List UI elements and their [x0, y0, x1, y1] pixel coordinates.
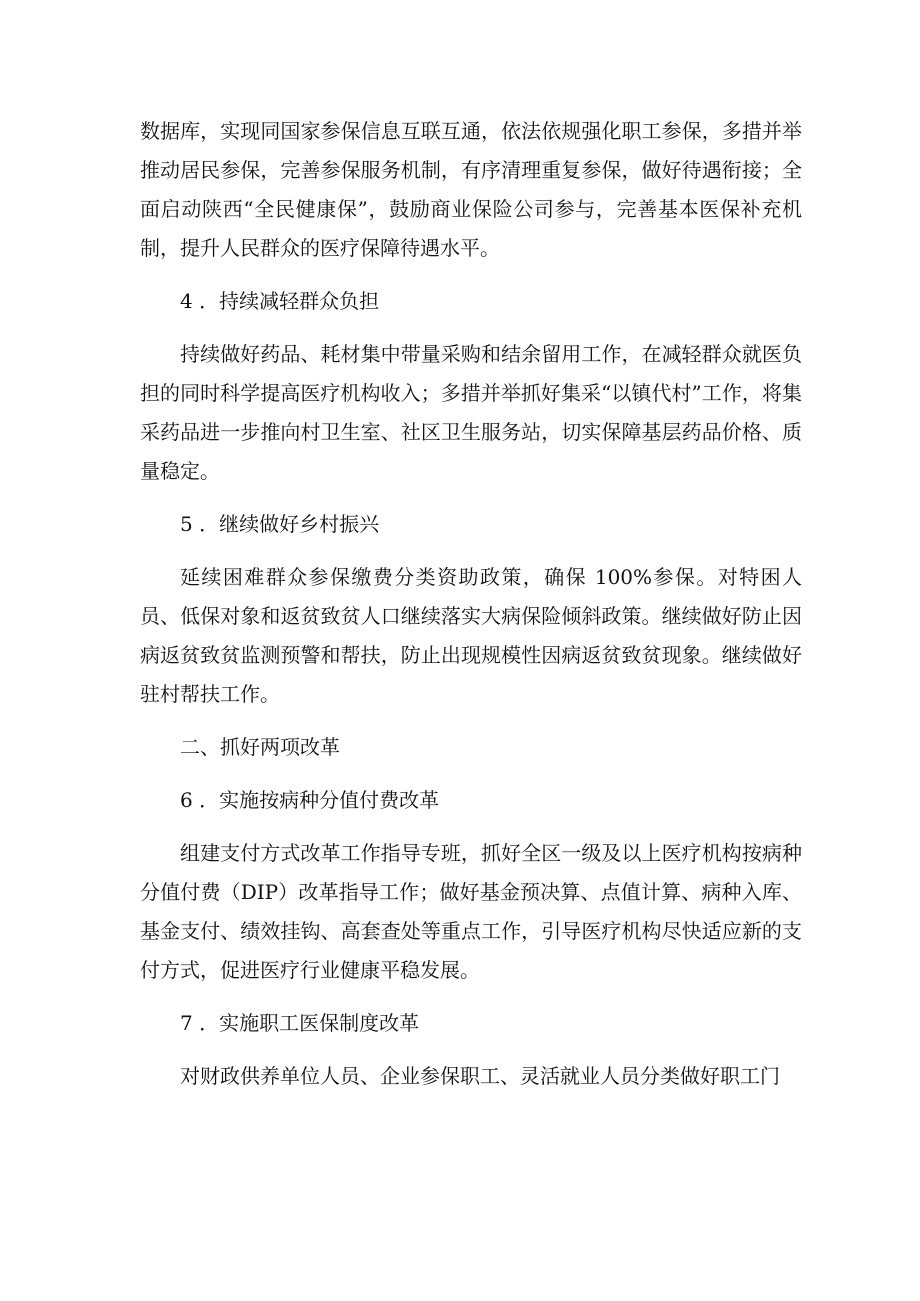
paragraph-employee-insurance-reform: 对财政供养单位人员、企业参保职工、灵活就业人员分类做好职工门 — [180, 1064, 780, 1088]
heading-two-reforms: 二、抓好两项改革 — [180, 735, 340, 759]
heading-rural-revitalization: 5 ．继续做好乡村振兴 — [180, 512, 380, 536]
document-body — [140, 112, 802, 1096]
heading-employee-insurance-reform: 7 ．实施职工医保制度改革 — [180, 1011, 420, 1035]
paragraph-rural-revitalization: 延续困难群众参保缴费分类资助政策，确保 100%参保。对特困人员、低保对象和返贫致贫人口继续落实大病保险倾斜政策。继续做好防止因病返贫致贫监测预警和帮扶，防止出现规模性因病返贫致贫现象。继续做好驻村帮扶工作。 — [140, 565, 802, 706]
paragraph-dip-reform: 组建支付方式改革工作指导专班，抓好全区一级及以上医疗机构按病种分值付费（DIP）改革指导工作；做好基金预决算、点值计算、病种入库、基金支付、绩效挂钩、高套查处等重点工作，引导医疗机构尽快适应新的支付方式，促进医疗行业健康平稳发展。 — [140, 841, 802, 982]
paragraph-insurance-database: 数据库，实现同国家参保信息互联互通，依法依规强化职工参保，多措并举推动居民参保，完善参保服务机制，有序清理重复参保，做好待遇衔接；全面启动陕西“全民健康保”，鼓励商业保险公司参与，完善基本医保补充机制，提升人民群众的医疗保障待遇水平。 — [140, 119, 802, 260]
heading-reduce-burden: 4 ．持续减轻群众负担 — [180, 289, 380, 313]
paragraph-reduce-burden: 持续做好药品、耗材集中带量采购和结余留用工作，在减轻群众就医负担的同时科学提高医疗机构收入；多措并举抓好集采“以镇代村”工作，将集采药品进一步推向村卫生室、社区卫生服务站，切实保障基层药品价格、质量稳定。 — [140, 342, 802, 483]
heading-dip-reform: 6 ．实施按病种分值付费改革 — [180, 788, 440, 812]
